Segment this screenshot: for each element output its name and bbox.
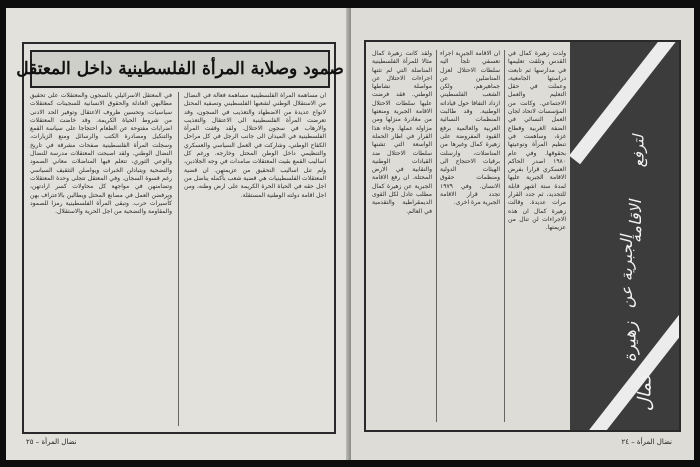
magazine-spread [6,8,694,460]
left-page-column-2 [184,92,326,426]
banner-text-line: الجبرية عن [617,234,637,309]
banner-text-line: لترفع [629,134,648,168]
right-page-column-3 [508,50,566,422]
column-text: ان الاقامة الجبرية اجراء تعسفي تلجأ اليه سلطات الاحتلال لعزل المناضلين عن جماهيرهم، ولكن الشعب الفلسطيني ازداد التفافا حول قياداته الوطنية. وقد طالبت المنظمات النسائية العربية والعالمية برفع القيود المفروضة على زهيرة كمال وغيرها من المناضلات، وارسلت برقيات الاحتجاج الى الهيئات الدولية ومنظمات حقوق الانسان. وفي ١٩٧٩ تجدد قرار الاقامة الجبرية مرة اخرى. [440,50,500,207]
banner-text-line: زهيرة [620,321,641,363]
column-divider [436,50,437,422]
banner-stripe [570,42,679,164]
column-text: ولدت زهيرة كمال في القدس وتلقت تعليمها في مدارسها ثم تابعت دراستها الجامعية، وعملت في حقل التعليم والعمل الاجتماعي. وكانت من المؤسسات لاتحاد لجان العمل النسائي في الضفة الغربية وقطاع غزة، وساهمت في تنظيم المرأة وتوعيتها بحقوقها. وفي عام ١٩٨٠ اصدر الحاكم العسكري قرارا بفرض الاقامة الجبرية عليها لمدة ستة اشهر قابلة للتجديد، ثم جدد القرار مرات عديدة. وقالت زهيرة كمال ان هذه الاجراءات لن تنال من عزيمتها. [508,50,566,232]
column-text: في المعتقل الاسرائيلي بالسجون والمعتقلات على تحقيق مطالبهن العادلة والحقوق الانسانية للسجينات كمعتقلات سياسيات، وتحسين ظروف الاعتقال وتوفير الحد الادنى من شروط الحياة الكريمة. وقد خاضت المعتقلات اضرابات مفتوحة عن الطعام احتجاجا على سياسة القمع والتنكيل ومصادرة الكتب والرسائل ومنع الزيارات، وسجلت المرأة الفلسطينية صفحات مشرقة في تاريخ النضال الوطني. ولقد اصبحت المعتقلات مدرسة للنضال والوعي الثوري، تتعلم فيها المناضلات معاني الصمود والتضحية ويتبادلن الخبرات ويواصلن التثقيف السياسي رغم قسوة السجان. وفي المعتقل تتجلى وحدة المعتقلات وتضامنهن في مواجهة كل محاولات كسر ارادتهن، ويرفضن العمل في مصانع المحتل ويطالبن بالاعتراف بهن كأسيرات حرب. وتبقى المرأة الفلسطينية رمزا للصمود والمقاومة والتضحية من اجل الحرية والاستقلال. [30,92,172,216]
banner-text-line: الاقامة [626,199,646,244]
headline-box [16,50,344,88]
column-divider [504,50,505,422]
page-footer-left: نضال المرأة – ٢٥ [26,438,77,446]
column-text: ان مساهمة المرأة الفلسطينية مساهمة فعالة في النضال من الاستقلال الوطني لشعبها الفلسطيني وتصفية المحتل لانواع عديدة من الاضطهاد والتعذيب في السجون، وقد تعرضت المرأة الفلسطينية الى الاعتقال والتعذيب والارهاب في سجون الاحتلال. ولقد وقفت المرأة الفلسطينية في الميدان الى جانب الرجل في كل مراحل الكفاح الوطني، وشاركت في العمل السياسي والعسكري والتنظيمي داخل الوطن المحتل وخارجه. ورغم كل اساليب القمع بقيت المعتقلات صامدات في وجه الجلادين، ولم تنل اساليب التحقيق من عزيمتهن. ان قضية المعتقلات الفلسطينيات هي قضية شعب بأكمله يناضل من اجل حقه في الحياة الحرة الكريمة على ارض وطنه، ومن اجل اقامة دولته الوطنية المستقلة. [184,92,326,199]
column-text: ولقد كانت زهيرة كمال مثالا للمرأة الفلسطينية المناضلة التي لم تثنها اجراءات الاحتلال عن مواصلة نشاطها الوطني. فقد فرضت عليها سلطات الاحتلال الاقامة الجبرية ومنعتها من مغادرة منزلها ومن مزاولة عملها. وجاء هذا القرار في اطار الحملة الواسعة التي تشنها سلطات الاحتلال ضد القيادات الوطنية والنقابية في الارض المحتلة. ان رفع الاقامة الجبرية عن زهيرة كمال مطلب عادل لكل القوى الديمقراطية والتقدمية في العالم. [372,50,432,215]
left-page [6,8,349,460]
article-frame-right [364,40,681,432]
page-footer-right: نضال المرأة – ٢٤ [621,438,672,446]
banner-text-line: كمال [634,373,656,412]
article-headline: صمود وصلابة المرأة الفلسطينية داخل المعتقل [16,59,344,79]
right-page [351,8,694,460]
article-frame-left [16,42,344,434]
column-divider [178,92,179,426]
right-page-column-1 [372,50,432,422]
right-page-column-2 [440,50,500,422]
left-page-column-1 [30,92,172,426]
campaign-banner [570,42,679,430]
